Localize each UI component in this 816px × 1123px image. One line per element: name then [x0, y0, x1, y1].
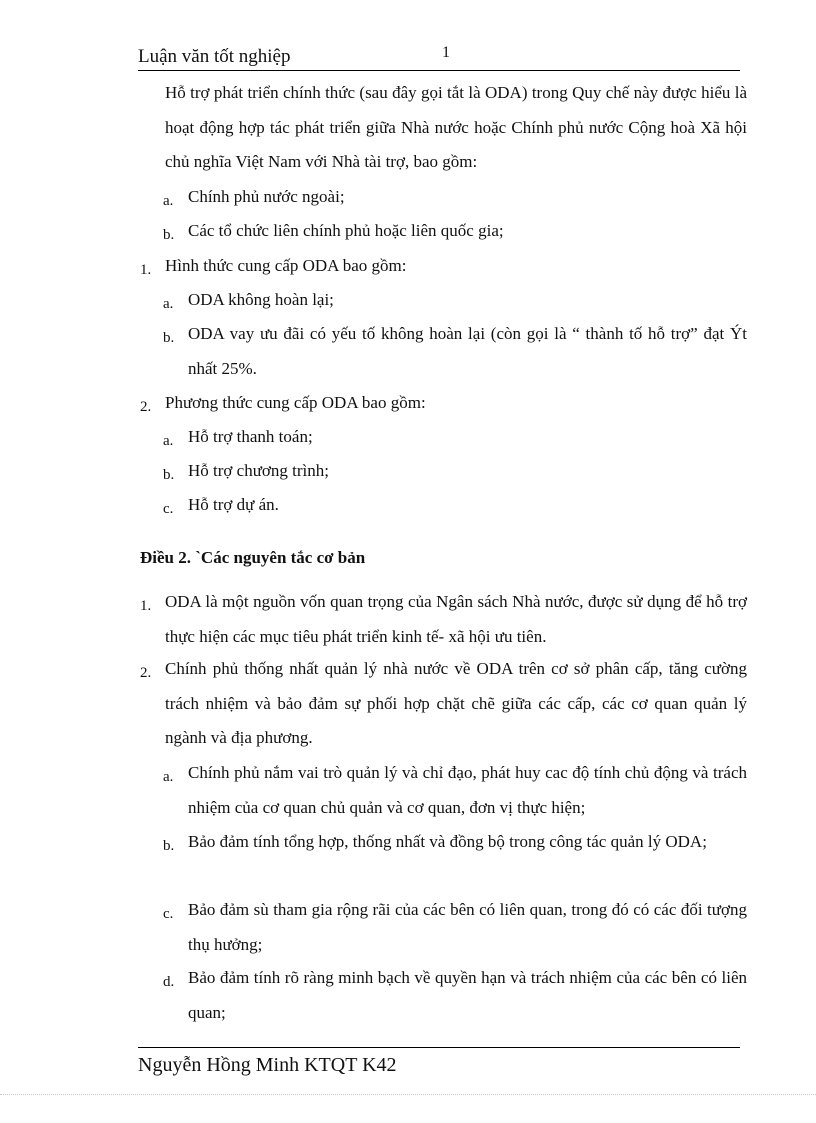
list-item	[163, 420, 747, 455]
list-marker: 2.	[140, 665, 152, 681]
page-number: 1	[442, 44, 450, 61]
list-item-text: ODA không hoàn lại;	[188, 290, 334, 309]
list-item	[163, 180, 747, 215]
numbered-item	[140, 585, 747, 654]
intro-paragraph: Hỗ trợ phát triển chính thức (sau đây gọi tắt là ODA) trong Quy chế này được hiểu là hoạt động hợp tác phát triển giữa Nhà nước hoặc Chính phủ nước Cộng hoà Xã hội chủ nghĩa Việt Nam với Nhà tài trợ, bao gồm:	[165, 83, 747, 171]
list-item-text: Hỗ trợ chương trình;	[188, 461, 329, 480]
list-item	[163, 893, 747, 962]
numbered-item	[140, 249, 747, 284]
list-item-text: Bảo đảm tính rõ ràng minh bạch về quyền hạn và trách nhiệm của các bên có liên quan;	[188, 968, 747, 1022]
numbered-item-text: Phương thức cung cấp ODA bao gồm:	[165, 393, 426, 412]
list-marker: b.	[163, 467, 175, 483]
numbered-item	[140, 652, 747, 756]
numbered-item	[140, 386, 747, 421]
list-marker: a.	[163, 433, 174, 449]
footer-divider	[138, 1047, 740, 1048]
list-item	[163, 214, 747, 249]
list-marker: 1.	[140, 598, 152, 614]
list-marker: c.	[163, 906, 174, 922]
list-marker: 2.	[140, 399, 152, 415]
numbered-item-text: ODA là một nguồn vốn quan trọng của Ngân sách Nhà nước, được sử dụng để hỗ trợ thực hiện các mục tiêu phát triển kinh tế- xã hội ưu tiên.	[165, 592, 747, 646]
list-item	[163, 454, 747, 489]
list-item	[163, 488, 747, 523]
list-marker: a.	[163, 193, 174, 209]
page-header	[138, 46, 740, 71]
list-item-text: Chính phủ nắm vai trò quản lý và chỉ đạo, phát huy cac độ tính chủ động và trách nhiệm của cơ quan chủ quản và cơ quan, đơn vị thực hiện;	[188, 763, 747, 817]
list-item	[163, 961, 747, 1030]
list-marker: a.	[163, 296, 174, 312]
article-heading: Điều 2. `Các nguyên tắc cơ bản	[140, 548, 366, 567]
list-item	[163, 756, 747, 825]
list-marker: b.	[163, 227, 175, 243]
numbered-item-text: Chính phủ thống nhất quản lý nhà nước về ODA trên cơ sở phân cấp, tăng cường trách nhiệm và bảo đảm sự phối hợp chặt chẽ giữa các cấp, các cơ quan quản lý ngành và địa phương.	[165, 659, 747, 747]
list-item-text: Hỗ trợ dự án.	[188, 495, 279, 514]
list-item-text: Chính phủ nước ngoài;	[188, 187, 345, 206]
list-item	[163, 283, 747, 318]
list-marker: b.	[163, 330, 175, 346]
list-item-text: Hỗ trợ thanh toán;	[188, 427, 313, 446]
list-marker: c.	[163, 501, 174, 517]
list-item-text: Bảo đảm tính tổng hợp, thống nhất và đồng bộ trong công tác quản lý ODA;	[188, 832, 707, 851]
footer-author: Nguyễn Hồng Minh KTQT K42	[138, 1054, 397, 1076]
header-title: Luận văn tốt nghiệp	[138, 46, 291, 67]
list-marker: a.	[163, 769, 174, 785]
list-item-text: Bảo đảm sù tham gia rộng rãi của các bên có liên quan, trong đó có các đối tượng thụ hưởng;	[188, 900, 747, 954]
list-item	[163, 317, 747, 386]
numbered-item-text: Hình thức cung cấp ODA bao gồm:	[165, 256, 407, 275]
list-marker: d.	[163, 974, 175, 990]
list-item	[163, 825, 747, 860]
list-marker: b.	[163, 838, 175, 854]
page-edge-divider	[0, 1094, 816, 1095]
list-item-text: ODA vay ưu đãi có yếu tố không hoàn lại (còn gọi là “ thành tố hỗ trợ” đạt Ýt nhất 25%.	[188, 324, 747, 378]
list-item-text: Các tổ chức liên chính phủ hoặc liên quốc gia;	[188, 221, 504, 240]
list-marker: 1.	[140, 262, 152, 278]
